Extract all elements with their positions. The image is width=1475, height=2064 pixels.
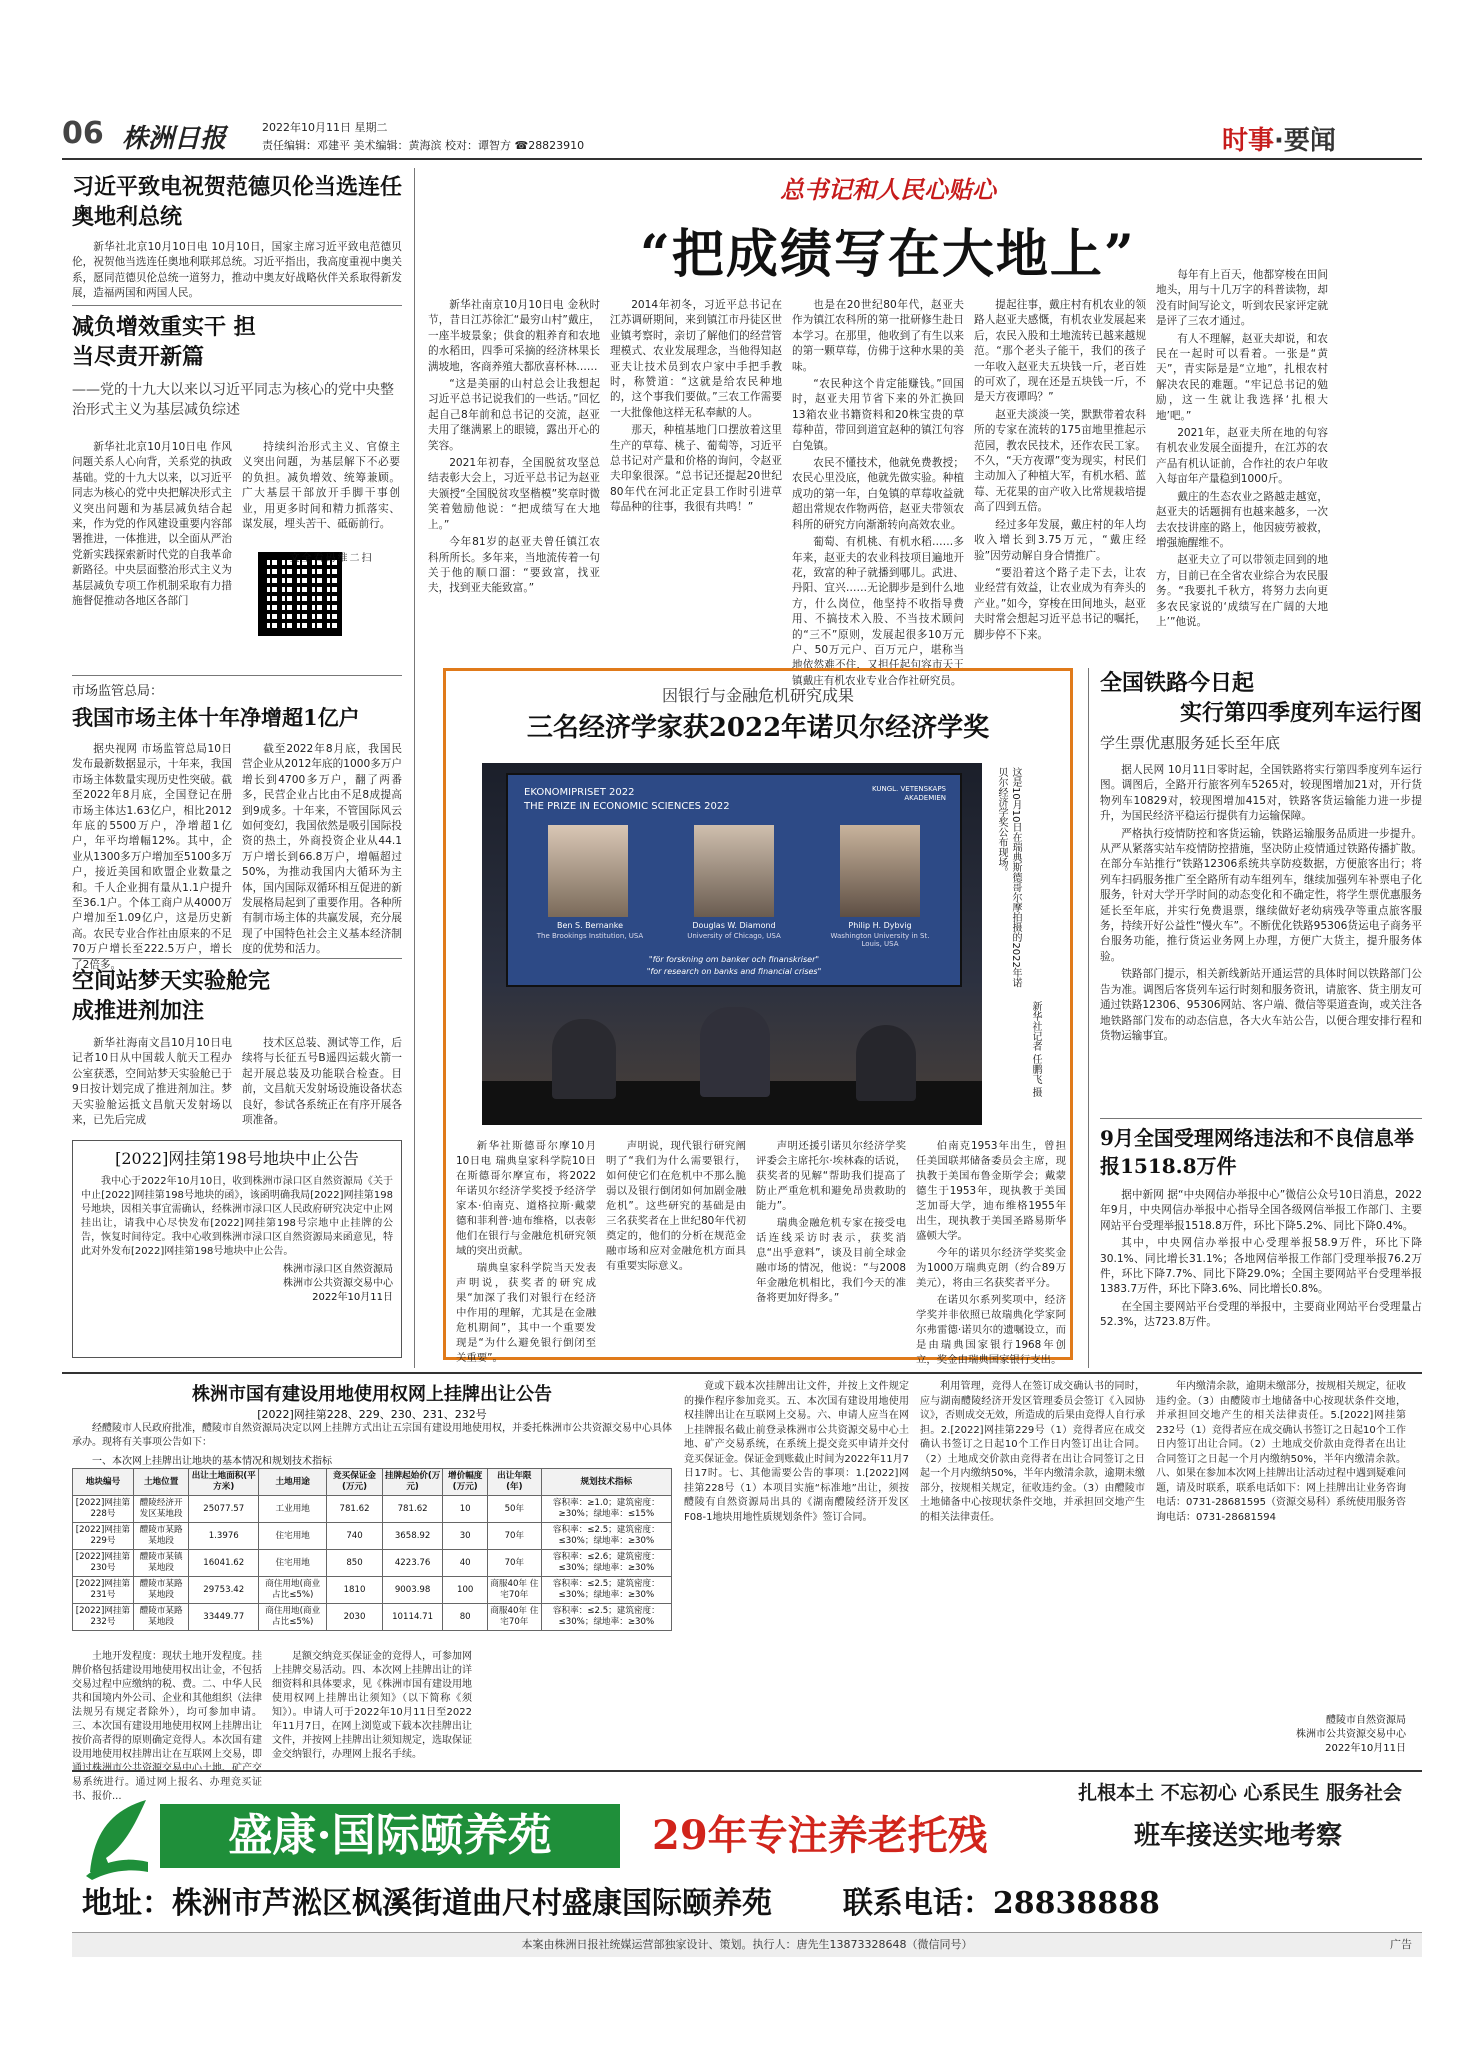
table-header-cell: 出让土地面积(平方米) xyxy=(189,1469,259,1496)
notice-col-2: 足额交纳竞买保证金的竞得人，可参加网上挂牌交易活动。四、本次网上挂牌出让的详细资料和具体要求，见《株洲市国有建设用地使用权网上挂牌出让须知》（以下简称《须知》）。申请人可于2022年10月11日至2022年11月7日，在网上浏览或下载本次挂牌出让文件，并按网上挂牌出让须知规定，选取保证金交纳银行，办理网上报名手续。 xyxy=(272,1651,472,1760)
table-header-cell: 出让年限(年) xyxy=(488,1469,542,1496)
screen-quote-sv: "för forskning om banker och finanskriser" xyxy=(648,955,820,964)
masthead xyxy=(62,116,1422,156)
screen-title-en: THE PRIZE IN ECONOMIC SCIENCES 2022 xyxy=(524,801,730,812)
table-header-cell: 土地位置 xyxy=(133,1469,188,1496)
table-cell: 容积率：≤2.6；建筑密度：≤30%；绿地率：≥30% xyxy=(541,1550,671,1577)
table-cell: [2022]网挂第228号 xyxy=(73,1496,134,1523)
table-cell: 3658.92 xyxy=(382,1523,443,1550)
ad-address-line xyxy=(82,1884,1412,1924)
table-cell: 40 xyxy=(443,1550,488,1577)
table-cell: 29753.42 xyxy=(189,1577,259,1604)
table-row xyxy=(73,1604,672,1631)
phone-value[interactable]: 28838888 xyxy=(992,1886,1160,1921)
page-number: 06 xyxy=(62,116,104,151)
article-space-station xyxy=(72,966,402,1127)
section-title-main: 时事 xyxy=(1222,126,1275,156)
headline-line-2: 实行第四季度列车运行图 xyxy=(1179,700,1422,726)
table-cell: 2030 xyxy=(327,1604,383,1631)
subheadline: ——党的十九大以来以习近平同志为核心的党中央整治形式主义为基层减负综述 xyxy=(72,382,394,418)
article-body-left: 新华社海南文昌10月10日电 记者10日从中国载人航天工程办公室获悉，空间站梦天实验舱已于9日按计划完成了推进剂加注。梦天实验舱运抵文昌航天发射场以来，已先后完成 xyxy=(72,1037,232,1127)
table-cell: 住宅用地 xyxy=(259,1523,327,1550)
table-cell: [2022]网挂第230号 xyxy=(73,1550,134,1577)
table-cell: 醴陵市某路某地段 xyxy=(133,1523,188,1550)
table-cell: [2022]网挂第231号 xyxy=(73,1577,134,1604)
notice-ref: [2022]网挂第228、229、230、231、232号 xyxy=(257,1408,487,1421)
table-cell: 商住用地(商业占比≤5%) xyxy=(259,1604,327,1631)
laureate-portrait-3 xyxy=(840,825,920,917)
table-cell: 25077.57 xyxy=(189,1496,259,1523)
article-body-right: 持续纠治形式主义、官僚主义突出问题，为基层解下不必要的负担。减负增效、统筹兼顾。广大基层干部放开手脚干事创业，用更多时间和精力抓落实、谋发展，埋头苦干、砥砺前行。 xyxy=(242,441,400,531)
table-cell: 醴陵市某镇某地段 xyxy=(133,1550,188,1577)
land-table-grid xyxy=(72,1468,672,1631)
address-value: 株洲市芦淞区枫溪街道曲尺村盛康国际颐养苑 xyxy=(172,1886,772,1921)
nobel-body-col-1: 新华社斯德哥尔摩10月10日电 瑞典皇家科学院10日在斯德哥尔摩宣布，将2022年诺贝尔经济学奖授予经济学家本·伯南克、道格拉斯·戴蒙德和菲利普·迪布维格，以表彰他们在银行与金融危机研究领域的突出贡献。 瑞典皇家科学院当天发表声明说，获奖者的研究成果“加深了我们对银行在经济中作用的理解，尤其是在金融危机期间”，其中一个重要发现是“为什么避免银行倒闭至关重要”。 xyxy=(456,1140,596,1364)
divider xyxy=(62,1372,1422,1374)
headline: 我国市场主体十年净增超1亿户 xyxy=(72,705,360,730)
section-title-sub: 要闻 xyxy=(1283,126,1336,156)
headline: 9月全国受理网络违法和不良信息举报1518.8万件 xyxy=(1100,1126,1414,1178)
ad-subheadline: 班车接送实地考察 xyxy=(1124,1816,1352,1856)
panelist-3 xyxy=(856,1025,916,1101)
table-header-cell: 地块编号 xyxy=(73,1469,134,1496)
table-header-cell: 增价幅度(万元) xyxy=(443,1469,488,1496)
ad-slogan: 扎根本土 不忘初心 心系民生 服务社会 xyxy=(1078,1782,1402,1804)
table-cell: 醴陵市某路某地段 xyxy=(133,1604,188,1631)
divider xyxy=(72,305,402,306)
nobel-body-col-3: 声明还援引诺贝尔经济学奖评委会主席托尔·埃林森的话说，获奖者的见解“帮助我们提高了防止严重危机和避免昂贵救助的能力”。 瑞典金融危机专家在接受电话连线采访时表示，获奖消息“出乎意料”，谈及目前全球金融市场的情况，他说：“与2008年金融危机相比，我们今天的准备将更加好得多。” xyxy=(756,1140,906,1304)
notice-signature: 株洲市渌口区自然资源局 株洲市公共资源交易中心 2022年10月11日 xyxy=(283,1264,393,1303)
column-rule xyxy=(414,168,415,1368)
nobel-kicker: 因银行与金融危机研究成果 xyxy=(661,686,854,705)
table-cell: 1.3976 xyxy=(189,1523,259,1550)
kicker: 市场监管总局： xyxy=(72,684,164,699)
table-cell: 70年 xyxy=(488,1523,542,1550)
panelist-1 xyxy=(552,1019,616,1099)
screen-quote-en: "for research on banks and financial crises" xyxy=(646,967,822,976)
ad-footer-text: 本案由株洲日报社统媒运营部独家设计、策划。执行人：唐先生13873328648（微信同号） xyxy=(521,1938,973,1951)
table-cell: 70年 xyxy=(488,1550,542,1577)
ad-headline: 29年专注养老托残 xyxy=(652,1812,988,1859)
land-table xyxy=(72,1468,672,1631)
table-cell: 醴陵经济开发区某地段 xyxy=(133,1496,188,1523)
article-body: 新华社北京10月10日电 10月10日，国家主席习近平致电范德贝伦，祝贺他当选连任奥地利联邦总统。习近平指出，我高度重视中奥关系，愿同范德贝伦总统一道努力，推动中奥友好战略伙伴关系取得新发展，造福两国和两国人民。 xyxy=(72,241,402,300)
table-header-cell: 土地用途 xyxy=(259,1469,327,1496)
table-cell: 16041.62 xyxy=(189,1550,259,1577)
notice-intro: 经醴陵市人民政府批准，醴陵市自然资源局决定以网上挂牌方式出让五宗国有建设用地使用权，并委托株洲市公共资源交易中心具体承办。现将有关事项公告如下： xyxy=(72,1423,672,1448)
table-cell: 100 xyxy=(443,1577,488,1604)
table-cell: 50年 xyxy=(488,1496,542,1523)
article-body: 据中新网 据“中央网信办举报中心”微信公众号10日消息，2022年9月，中央网信办举报中心指导全国各级网信举报工作部门、主要网站平台受理举报1518.8万件，环比下降5.2%、同比下降0.4%。 其中，中央网信办举报中心受理举报58.9万件，环比下降30.1%、同比增长31.1%；各地网信举报工作部门受理举报76.2万件，环比下降7.7%、同比下降29.0%；全国主要网站平台受理举报1383.7万件，环比下降3.6%、同比增长0.8%。 在全国主要网站平台受理的举报中，主要商业网站平台受理量占52.3%，达723.8万件。 xyxy=(1100,1189,1422,1329)
table-header-cell: 竞买保证金(万元) xyxy=(327,1469,383,1496)
feature-col-4: 提起往事，戴庄村有机农业的领路人赵亚夫感慨，有机农业发展起来后，农民入股和土地流转已越来越规范。“那个老头子能干，我们的孩子一年收入赵亚夫五块钱一斤，老百姓的可欢了，现在还是五块钱一斤，不是天方夜谭吗？” 赵亚夫淡淡一笑，默默带着农科所的专家在流转的175亩地里推起示范园，教农民技术，还作农民工家。不久，“天方夜谭”变为现实，村民们主动加入了种植大军，有机水稻、蓝莓、无花果的亩产收入比常规栽培提高了四到五倍。 经过多年发展，戴庄村的年人均收入增长到3.75万元，“戴庄经验”因劳动解自身合情推广。 “要沿着这个路子走下去，让农业经营有效益，让农业成为有奔头的产业。”如今，穿梭在田间地头，赵亚夫时常会想起习近平总书记的嘱托，脚步停不下来。 xyxy=(974,299,1146,641)
table-cell: 10114.71 xyxy=(382,1604,443,1631)
table-cell: 容积率：≤2.5；建筑密度：≤30%；绿地率：≥30% xyxy=(541,1604,671,1631)
nobel-photo xyxy=(482,763,982,1125)
ad-tag: 广告 xyxy=(1390,1938,1412,1951)
table-cell: 80 xyxy=(443,1604,488,1631)
nobel-article xyxy=(443,668,1073,1366)
feature-kicker: 总书记和人民心贴心 xyxy=(780,175,996,204)
notice-col-3: 竟或下载本次挂牌出让文件，并按上文件规定的操作程序参加竞买。五、本次国有建设用地使用权挂牌出让在互联网上交易。六、申请人应当在网上挂牌报名截止前登录株洲市公共资源交易中心土地、矿产交易系统，在系统上提交竞买申请并交付竞买保证金。保证金到账截止时间为2022年11月7日17时。七、其他需要公告的事项：1.[2022]网挂第228号（1）本项目实施“标准地”出让，须按醴陵有自然资源局出具的《湖南醴陵经济开发区F08-1地块用地性质规划条件》签订合同。 xyxy=(684,1381,909,1523)
section-title: 时事·要闻 xyxy=(1222,126,1336,156)
article-railway xyxy=(1100,668,1422,1073)
headline-line-1: 全国铁路今日起 xyxy=(1100,670,1255,696)
laureate-name-1: Ben S. Bernanke xyxy=(556,921,624,930)
nobel-body-col-4: 伯南克1953年出生，曾担任美国联邦储备委员会主席，现执教于美国布鲁金斯学会；戴蒙德生于1953年，现执教于美国芝加哥大学，迪布维格1955年出生，现执教于美国圣路易斯华盛顿大学。 今年的诺贝尔经济学奖奖金为1000万瑞典克朗（约合89万美元），将由三名获奖者平分。 在诺贝尔系列奖项中，经济学奖并非依照已故瑞典化学家阿尔弗雷德·诺贝尔的遗嘱设立，而是由瑞典国家银行1968年创立，奖金由瑞典国家银行支出。 xyxy=(916,1140,1066,1366)
table-cell: 850 xyxy=(327,1550,383,1577)
ad-footer xyxy=(72,1932,1422,1957)
table-cell: 781.62 xyxy=(382,1496,443,1523)
feature-col-3: 也是在20世纪80年代，赵亚夫作为镇江农科所的第一批研修生赴日本学习。在那里，他收到了有生以来的第一颗草莓，仿佛于这种水果的美味。 “农民种这个肯定能赚钱。”回国时，赵亚夫用节省下来的外汇换回13箱农业书籍资料和20株宝贵的草莓种苗，带回到道宜赵种的镇江句容白兔镇。 农民不懂技术，他就免费教授；农民心里没底，他就先做实验。种植成功的第一年，白兔镇的草莓收益就超出常规农作物两倍，赵亚夫带领农科所的研究方向渐渐转向高效农业。 葡萄、有机桃、有机水稻……多年来，赵亚夫的农业科技项目遍地开花，致富的种子就播到哪儿。武进、丹阳、宜兴……无论脚步是到什么地方，什么岗位，他坚持不收指导费用、不搞技术入股、不当技术顾问的“三不”原则，发展起很多10万元户、50万元户、百万元户，堪称当地依然难不住，又担任起句容市天王镇戴庄有机农业专业合作社研究员。 xyxy=(792,299,964,687)
laureate-inst-3: Washington University in St. Louis, USA xyxy=(830,932,930,948)
headline: 习近平致电祝贺范德贝伦当选连任奥地利总统 xyxy=(72,174,403,230)
table-header-cell: 规划技术指标 xyxy=(541,1469,671,1496)
notice-col-5: 年内缴清余款，逾期未缴部分，按规相关规定，征收违约金。（3）由醴陵市土地储备中心按现状条件交地，并承担回交地产生的相关法律责任。5.[2022]网挂第232号（1）竞得者应在成交确认书签订之日起10个工作日内签订出让合同。（2）土地成交价款由竞得者在出让合同签订之日起一个月内缴纳50%，半年内缴清余款。八、如果在参加本次网上挂牌出让活动过程中遇到疑难问题，请及时联系，联系电话如下：网上挂牌出让业务咨询电话：0731-28681595（资源交易科）系统使用服务咨询电话：0731-28681594 xyxy=(1156,1381,1406,1523)
headline: 空间站梦天实验舱完成推进剂加注 xyxy=(72,968,271,1024)
table-cell: 工业用地 xyxy=(259,1496,327,1523)
photo-caption: 这是10月10日在瑞典斯德哥尔摩拍摄的2022年诺贝尔经济学奖公布现场。 xyxy=(996,767,1021,988)
table-row xyxy=(73,1523,672,1550)
screen-title-sv: EKONOMIPRISET 2022 xyxy=(524,787,635,798)
table-cell: 4223.76 xyxy=(382,1550,443,1577)
feature-col-5: 每年有上百天，他都穿梭在田间地头，用与十几万字的科普读物，却没有时间写论文，听到农民家评定就是评了三农才通过。 有人不理解，赵亚夫却说，和农民在一起时可以看着。一张是“黄天”，青实际是是“立地”，扎根农村解决农民的难题。“牢记总书记的勉励，这一生就让我选择‘扎根大地’吧。” 2021年，赵亚夫所在地的句容有机农业发展全面提升，在江苏的农产品有机认证前，合作社的农户年收入每亩年产量稳到1000斤。 戴庄的生态农业之路越走越宽，赵亚夫的话题拥有也越来越多，一次去农技讲座的路上，他因疲劳被救，增强施醒维不。 赵亚夫立了可以带领走回到的地方，目前已在全省农业综合为农民服务。“我要扎千秋方，将努力去向更多农民家说的‘成绩写在广阔的大地上’”他说。 xyxy=(1156,269,1328,628)
table-cell: 商服40年 住宅70年 xyxy=(488,1577,542,1604)
table-cell: 9003.98 xyxy=(382,1577,443,1604)
hand-leaf-logo xyxy=(82,1792,152,1880)
feature-headline: “把成绩写在大地上” xyxy=(640,224,1136,285)
stage-screen xyxy=(506,773,962,987)
table-row xyxy=(73,1496,672,1523)
table-cell: 商服40年 住宅70年 xyxy=(488,1604,542,1631)
advertisement xyxy=(72,1770,1422,2040)
divider xyxy=(72,675,402,676)
table-cell: 醴陵市某路某地段 xyxy=(133,1577,188,1604)
nobel-headline: 三名经济学家获2022年诺贝尔经济学奖 xyxy=(526,713,990,743)
divider xyxy=(72,958,402,959)
feature-col-2: 2014年初冬，习近平总书记在江苏调研期间，来到镇江市丹徒区世业镇考察时，亲切了解他们的经营管理模式、农业发展理念，当他得知赵亚夫让技术员到农户家中手把手教时，称赞道：“这就是给农民种地的，这个事我们要做。”三农工作需要一大批像他这样无私奉献的人。 那天，种植基地门口摆放着这里生产的草莓、桃子、葡萄等，习近平总书记对产量和价格的询问，令赵亚夫印象很深。“总书记还提起20世纪80年代在河北正定县工作时引进草莓品种的往事，我很有共鸣！” xyxy=(610,299,782,514)
qr-code[interactable] xyxy=(258,552,342,636)
table-cell: [2022]网挂第232号 xyxy=(73,1604,134,1631)
qr-caption: 扫二维码看全文 xyxy=(287,552,370,562)
laureate-name-3: Philip H. Dybvig xyxy=(848,921,912,930)
table-cell: 容积率：≥1.0；建筑密度：≥30%；绿地率：≤15% xyxy=(541,1496,671,1523)
article-burden-reduction xyxy=(72,312,402,608)
table-cell: 容积率：≤2.5；建筑密度：≤30%；绿地率：≥30% xyxy=(541,1577,671,1604)
article-body-left: 新华社北京10月10日电 作风问题关系人心向背，关系党的执政基础。党的十九大以来，以习近平同志为核心的党中央把解决形式主义突出问题和为基层减负结合起来，作为党的作风建设重要内容部署推进，一体推进，以全面从严治党新实践探索新时代党的自我革命新路径。中央层面整治形式主义为基层减负专项工作机制采取有力措施督促推动各地区各部门 xyxy=(72,441,232,608)
table-cell: 33449.77 xyxy=(189,1604,259,1631)
academy-logo: KUNGL. VETENSKAPS AKADEMIEN xyxy=(871,785,946,802)
photo-credit: 新华社记者 任鹏飞 摄 xyxy=(1030,1001,1041,1098)
notice-section-1: 一、本次网上挂牌出让地块的基本情况和规划技术指标 xyxy=(92,1456,332,1467)
feature-col-1: 新华社南京10月10日电 金秋时节，昔日江苏徐汇“最穷山村”戴庄，一座半坡景象；供食的粗养育和农地的水稻田，四季可采摘的经济林果长满坡地，客商养殖大都欣喜杯林…… “这是美丽的山村总会让我想起习近平总书记说我们的一些话。”回忆起自己8年前和总书记的交流，赵亚夫用了继满累上的眼镜，露出开心的笑容。 2021年初春，全国脱贫攻坚总结表彰大会上，习近平总书记为赵亚夫颁授“全国脱贫攻坚楷模”奖章时微笑着勉励他说：“把成绩写在大地上。” 今年81岁的赵亚夫曾任镇江农科所所长。多年来，当地流传着一句关于他的顺口溜：“要致富，找亚夫，找到亚夫能致富。” xyxy=(428,299,600,595)
nobel-body-col-2: 声明说，现代银行研究阐明了“我们为什么需要银行，如何使它们在危机中不那么脆弱以及银行倒闭如何加剧金融危机”。这些研究的基础是由三名获奖者在上世纪80年代初奠定的，他们的分析在规范金融市场和应对金融危机方面具有重要实际意义。 xyxy=(606,1140,746,1272)
notice-land-198 xyxy=(72,1140,402,1358)
divider xyxy=(1100,1118,1422,1119)
date-line: 2022年10月11日 星期二 xyxy=(262,121,388,134)
table-cell: 容积率：≤2.5；建筑密度：≤30%；绿地率：≥30% xyxy=(541,1523,671,1550)
article-cyber-reports xyxy=(1100,1124,1422,1358)
table-cell: [2022]网挂第229号 xyxy=(73,1523,134,1550)
notice-signature: 醴陵市自然资源局 株洲市公共资源交易中心 2022年10月11日 xyxy=(1296,1715,1406,1754)
table-cell: 30 xyxy=(443,1523,488,1550)
table-cell: 781.62 xyxy=(327,1496,383,1523)
table-cell: 商住用地(商业占比≤5%) xyxy=(259,1577,327,1604)
notice-col-1: 土地开发程度：现状土地开发程度。挂牌价格包括建设用地使用权出让金，不包括交易过程中应缴纳的税、费。二、中华人民共和国境内外公司、企业和其他组织（法律法规另有规定者除外），均可参加申请。三、本次国有建设用地使用权网上挂牌出让按价高者得的原则确定竞得人。本次国有建设用地使用权挂牌出让在互联网上交易，即通过株洲市公共资源交易中心土地、矿产交易系统进行。通过网上报名、办理竞买证书、报价... xyxy=(72,1651,262,1802)
phone-label: 联系电话： xyxy=(842,1886,993,1921)
masthead-rule xyxy=(62,158,1422,160)
hand-leaf-icon xyxy=(82,1792,152,1880)
notice-title: 株洲市国有建设用地使用权网上挂牌出让公告 xyxy=(192,1384,552,1405)
laureate-inst-2: University of Chicago, USA xyxy=(687,932,781,940)
paper-name: 株洲日报 xyxy=(122,124,227,154)
ad-brand: 盛康·国际颐养苑 xyxy=(160,1804,620,1868)
address-label: 地址： xyxy=(82,1886,172,1921)
table-cell: 740 xyxy=(327,1523,383,1550)
headline: 减负增效重实干 担当尽责开新篇 xyxy=(72,314,256,370)
laureate-name-2: Douglas W. Diamond xyxy=(692,921,776,930)
notice-col-4: 利用管理，竞得人在签订成交确认书的同时，应与湖南醴陵经济开发区管理委员会签订《入园协议》，否则成交无效，所造成的后果由竞得人自行承担。2.[2022]网挂第229号（1）竞得者应在成交确认书签订之日起10个工作日内签订出让合同。（2）土地成交价款由竞得者在出让合同签订之日起一个月内缴纳50%，半年内缴清余款，逾期未缴部分，按规相关规定，征收违约金。（3）由醴陵市土地储备中心按现状条件交地，并承担回交地产生的相关法律责任。 xyxy=(920,1381,1145,1523)
article-body-right: 技术区总装、测试等工作，后续将与长征五号B遥四运载火箭一起开展总装及功能联合检查。目前，文昌航天发射场设施设备状态良好，参试各系统正在有序开展各项准备。 xyxy=(242,1037,402,1127)
panelist-2 xyxy=(700,1007,770,1097)
subheadline: 学生票优惠服务延长至年底 xyxy=(1100,734,1281,752)
article-xi-congrats xyxy=(72,172,402,304)
table-row xyxy=(73,1577,672,1604)
table-header-cell: 挂牌起始价(万元) xyxy=(382,1469,443,1496)
laureate-inst-1: The Brookings Institution, USA xyxy=(536,932,644,940)
table-row xyxy=(73,1550,672,1577)
laureate-portrait-1 xyxy=(548,825,628,917)
table-cell: 1810 xyxy=(327,1577,383,1604)
editors-line: 责任编辑：邓建平 美术编辑：黄海滨 校对：谭智方 ☎28823910 xyxy=(262,139,585,152)
article-body-left: 据央视网 市场监管总局10日发布最新数据显示，十年来，我国市场主体数量实现历史性突破。截至2022年8月底，全国登记在册市场主体达1.63亿户，相比2012年底的5500万户，净增超1亿户，年平均增幅12%。其中，企业从1300多万户增加至5100多万户，接近美国和欧盟企业数量之和。千人企业拥有量从1.1户提升至36.1户。个体工商户从4000万户增加至1.09亿户，这是历史新高。农民专业合作社由原来的不足70万户增长至222.5万户，增长了2倍多。 xyxy=(72,743,232,971)
notice-body: 我中心于2022年10月10日，收到株洲市渌口区自然资源局《关于中止[2022]网挂第198号地块的函》，该函明确我局[2022]网挂第198号地块，因相关事宜需确认，经株洲市渌口区人民政府研究决定中止网挂出让，请我中心尽快发布[2022]网挂第198号宗地中止挂牌的公告，恢复时间待定。我中心收到株洲市渌口区自然资源局来函意见，特此对外发布[2022]网挂第198号地块中止公告。 xyxy=(81,1176,393,1257)
laureate-portrait-2 xyxy=(694,825,774,917)
notice-title: [2022]网挂第198号地块中止公告 xyxy=(115,1149,359,1168)
article-market-entities xyxy=(72,680,402,971)
table-cell: 10 xyxy=(443,1496,488,1523)
article-body-right: 截至2022年8月底，我国民营企业从2012年底的1000多万户增长到4700多万户，翻了两番多，民营企业占比由不足8成提高到9成多。十年来，不管国际风云如何变幻，我国依然是吸引国际投资的热土，外商投资企业从44.1万户增长到66.8万户，增幅超过50%，为推动我国内大循环为主体，国内国际双循环相互促进的新发展格局起到了重要作用。各种所有制市场主体的共赢发展，充分展现了中国特色社会主义基本经济制度的优势和活力。 xyxy=(242,743,402,956)
article-body: 据人民网 10月11日零时起，全国铁路将实行第四季度列车运行图。调图后，全路开行旅客列车5265对，较现图增加21对，开行货物列车10829对，较现图增加415对，铁路客货运输能力进一步提升，为国民经济平稳运行提供有力运输保障。 严格执行疫情防控和客货运输，铁路运输服务品质进一步提升。从严从紧落实站车疫情防控措施，坚决防止疫情通过铁路传播扩散。在部分车站推行“铁路12306系统共享防疫数据，方便旅客出行；将列车扫码服务推广至全路所有动车组列车，继续加强列车补票电子化服务，针对大学开学时间的动态变化和不确定性，将学生票优惠服务延长至年底，并实行免费退票，继续做好老幼病残孕等重点旅客服务，持续开好公益性“慢火车”。不断优化铁路95306货运电子商务平台服务功能，推行货运业务网上办理，方便广大货主，提升服务体验。 铁路部门提示，相关新线新站开通运营的具体时间以铁路部门公告为准。调图后客货列车运行时刻和服务资讯，请旅客、货主朋友可通过铁路12306、95306网站、客户端、微信等渠道查询，或关注各地铁路部门发布的动态信息，各大火车站公告，以便合理安排行程和货物运输事宜。 xyxy=(1100,764,1422,1042)
table-cell: 住宅用地 xyxy=(259,1550,327,1577)
column-rule xyxy=(1088,668,1089,1368)
